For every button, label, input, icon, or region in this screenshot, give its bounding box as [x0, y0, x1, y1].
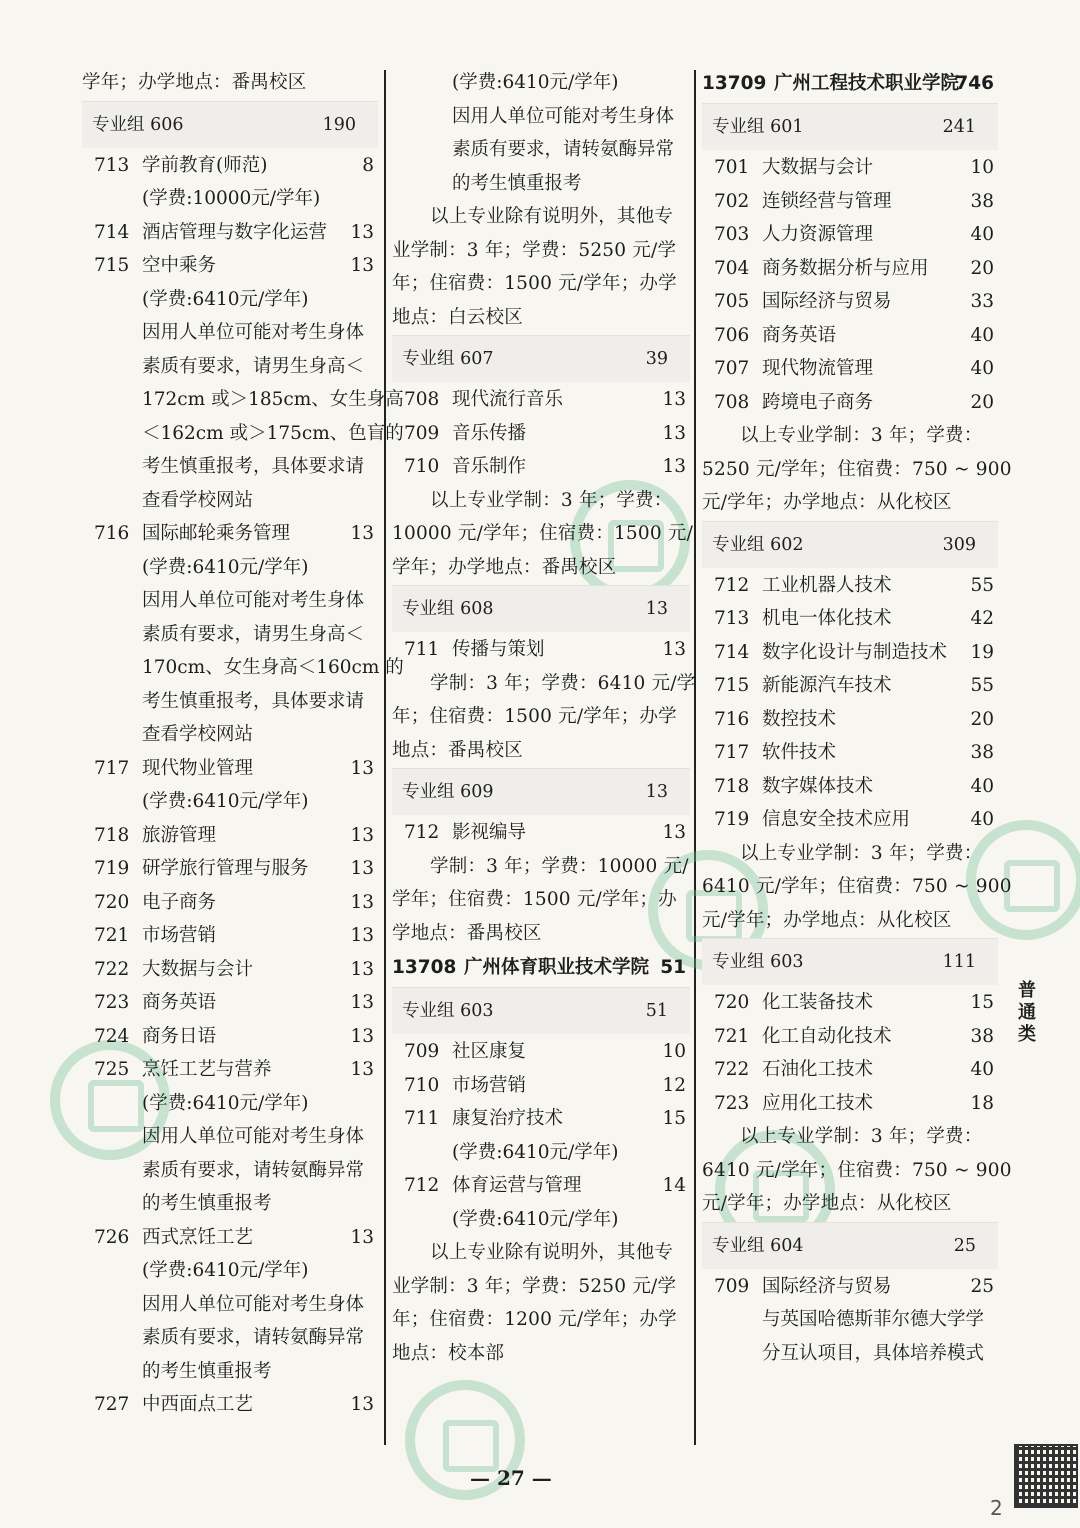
major-code: 720: [714, 992, 750, 1013]
major-code: 709: [404, 1041, 440, 1062]
major-name: 电子商务: [142, 891, 217, 913]
major-note: 素质有要求，请男生身高＜: [142, 355, 365, 377]
major-code: 717: [714, 742, 750, 763]
major-row: [702, 218, 998, 252]
paragraph-line: 以上专业除有说明外，其他专: [430, 206, 674, 227]
major-note: (学费:6410元/学年): [452, 1208, 619, 1230]
major-note: 考生慎重报考，具体要求请: [142, 456, 365, 477]
major-row: [82, 216, 378, 250]
major-quota: 13: [662, 456, 686, 477]
major-code: 717: [94, 757, 130, 779]
major-quota: 20: [970, 257, 994, 279]
major-row: [82, 752, 378, 786]
major-code: 724: [94, 1025, 130, 1047]
major-quota: 33: [970, 291, 994, 312]
paragraph-line: 元/学年；办学地点：从化校区: [702, 909, 952, 931]
major-quota: 13: [350, 1059, 374, 1080]
major-row: [392, 1069, 690, 1103]
major-quota: 55: [970, 574, 994, 596]
major-row: [82, 249, 378, 283]
major-note: 因用人单位可能对考生身体: [142, 590, 365, 611]
major-code: 719: [714, 809, 750, 830]
major-quota: 38: [970, 742, 994, 763]
major-row: [392, 1169, 690, 1203]
major-row: [702, 1087, 998, 1121]
group-header: [392, 768, 690, 815]
group-header: [392, 335, 690, 382]
paragraph-line: 业学制：3 年；学费：5250 元/学: [392, 239, 677, 261]
major-name: 康复治疗技术: [452, 1108, 564, 1129]
major-name: 数字化设计与制造技术: [762, 641, 948, 663]
major-quota: 38: [970, 1025, 994, 1047]
major-quota: 13: [350, 255, 374, 276]
major-quota: 40: [970, 324, 994, 346]
paragraph-line: 年；住宿费：1500 元/学年；办学: [392, 706, 677, 727]
major-row: [392, 417, 690, 451]
major-code: 720: [94, 891, 130, 913]
major-code: 708: [404, 389, 440, 410]
major-row: [82, 953, 378, 987]
group-name: 专业组 609: [402, 782, 494, 802]
major-name: 西式烹饪工艺: [142, 1226, 254, 1248]
major-note: 素质有要求，请转氨酶异常: [452, 139, 675, 160]
paragraph-line: 学地点：番禺校区: [392, 922, 542, 944]
major-name: 烹饪工艺与营养: [142, 1059, 272, 1080]
major-code: 719: [94, 858, 130, 879]
major-note: 查看学校网站: [142, 724, 254, 745]
major-code: 712: [404, 1175, 440, 1196]
major-quota: 18: [970, 1092, 994, 1114]
major-name: 连锁经营与管理: [762, 190, 892, 212]
major-row: [702, 569, 998, 603]
major-row: [702, 770, 998, 804]
major-quota: 15: [970, 992, 994, 1013]
paragraph-line: 年；住宿费：1200 元/学年；办学: [392, 1309, 677, 1330]
major-code: 712: [404, 822, 440, 843]
paragraph-line: 年；住宿费：1500 元/学年；办学: [392, 273, 677, 294]
major-name: 软件技术: [762, 742, 837, 763]
major-row: [702, 352, 998, 386]
major-name: 化工自动化技术: [762, 1025, 892, 1047]
group-header: [702, 1222, 998, 1269]
major-quota: 40: [970, 775, 994, 797]
major-quota: 13: [350, 958, 374, 980]
paragraph-line: 以上专业除有说明外，其他专: [430, 1242, 674, 1263]
major-quota: 19: [970, 641, 994, 663]
column-middle: [392, 66, 696, 1370]
major-code: 718: [94, 824, 130, 846]
major-note: 分互认项目，具体培养模式: [762, 1342, 985, 1364]
paragraph-line: 地点：校本部: [392, 1342, 505, 1364]
major-row: [702, 669, 998, 703]
major-row: [702, 636, 998, 670]
major-code: 714: [714, 641, 750, 663]
paragraph-line: 5250 元/学年；住宿费：750 ~ 900: [702, 458, 1012, 480]
major-name: 数控技术: [762, 708, 837, 730]
column-divider: [694, 70, 696, 1445]
major-code: 716: [714, 708, 750, 730]
major-quota: 13: [350, 1226, 374, 1248]
major-quota: 13: [350, 925, 374, 946]
major-code: 721: [714, 1025, 750, 1047]
major-quota: 20: [970, 391, 994, 413]
side-category-label: 普通类: [1018, 980, 1036, 1045]
major-name: 信息安全技术应用: [762, 809, 911, 830]
column-divider: [384, 70, 386, 1445]
major-name: 商务日语: [142, 1025, 217, 1047]
major-row: [702, 252, 998, 286]
major-quota: 13: [350, 858, 374, 879]
major-quota: 10: [970, 157, 994, 178]
group-count: 309: [942, 534, 976, 555]
major-code: 723: [94, 992, 130, 1013]
group-count: 51: [645, 1001, 668, 1021]
major-quota: 13: [350, 221, 374, 243]
institution-code: 13709: [702, 73, 767, 94]
major-name: 机电一体化技术: [762, 608, 892, 629]
major-row: [82, 1388, 378, 1422]
major-name: 应用化工技术: [762, 1092, 874, 1114]
major-code: 705: [714, 291, 750, 312]
major-row: [392, 383, 690, 417]
major-row: [392, 450, 690, 484]
major-note: 素质有要求，请转氨酶异常: [142, 1327, 365, 1348]
major-name: 市场营销: [142, 925, 217, 946]
major-code: 701: [714, 157, 750, 178]
major-name: 传播与策划: [452, 639, 545, 660]
major-name: 旅游管理: [142, 824, 217, 846]
major-quota: 10: [662, 1041, 686, 1062]
group-count: 13: [645, 782, 668, 802]
group-count: 190: [322, 114, 356, 135]
major-row: [392, 1035, 690, 1069]
major-quota: 13: [350, 1394, 374, 1415]
qr-code-icon: [1014, 1444, 1078, 1508]
major-quota: 8: [362, 154, 374, 176]
major-note: 与英国哈德斯菲尔德大学学: [762, 1309, 985, 1330]
paragraph-line: 学制：3 年；学费：10000 元/: [430, 855, 689, 877]
major-code: 722: [714, 1059, 750, 1080]
major-name: 商务数据分析与应用: [762, 257, 929, 279]
major-name: 石油化工技术: [762, 1059, 874, 1080]
group-name: 专业组 607: [402, 349, 494, 369]
group-name: 专业组 606: [92, 114, 184, 135]
major-row: [82, 517, 378, 551]
paragraph-line: 以上专业学制：3 年；学费：: [740, 842, 983, 864]
major-note: 的考生慎重报考: [452, 172, 582, 194]
paragraph-line: 以上专业学制：3 年；学费：: [740, 1126, 983, 1147]
major-code: 727: [94, 1394, 130, 1415]
major-code: 715: [94, 255, 130, 276]
paragraph-line: 学年；住宿费：1500 元/学年；办: [392, 889, 677, 910]
major-code: 706: [714, 324, 750, 346]
major-row: [82, 149, 378, 183]
major-row: [702, 803, 998, 837]
major-note: (学费:6410元/学年): [142, 556, 309, 578]
major-name: 市场营销: [452, 1074, 527, 1096]
major-note: (学费:6410元/学年): [142, 791, 309, 812]
paragraph-line: 学制：3 年；学费：6410 元/学: [430, 672, 696, 694]
major-name: 音乐制作: [452, 456, 527, 477]
major-quota: 40: [970, 809, 994, 830]
group-count: 39: [645, 349, 668, 369]
major-note: 素质有要求，请男生身高＜: [142, 623, 365, 645]
major-code: 715: [714, 675, 750, 696]
major-note: 因用人单位可能对考生身体: [142, 1126, 365, 1147]
major-code: 725: [94, 1059, 130, 1080]
major-quota: 13: [662, 822, 686, 843]
major-quota: 20: [970, 708, 994, 730]
major-quota: 13: [350, 1025, 374, 1047]
paragraph-line: 以上专业学制：3 年；学费：: [740, 425, 983, 446]
institution-code: 13708: [392, 957, 457, 978]
major-code: 711: [404, 639, 440, 660]
major-name: 社区康复: [452, 1041, 527, 1062]
major-note: (学费:6410元/学年): [142, 1260, 309, 1281]
major-note: 考生慎重报考，具体要求请: [142, 690, 365, 712]
major-quota: 13: [350, 757, 374, 779]
major-code: 714: [94, 221, 130, 243]
corner-page-mark: 2: [990, 1496, 1003, 1520]
major-note: 因用人单位可能对考生身体: [142, 322, 365, 343]
major-code: 723: [714, 1092, 750, 1114]
paragraph-line: 元/学年；办学地点：从化校区: [702, 492, 952, 513]
major-row: [702, 986, 998, 1020]
major-code: 718: [714, 775, 750, 797]
institution-header: [392, 950, 690, 986]
major-row: [702, 386, 998, 420]
group-name: 专业组 603: [402, 1001, 494, 1021]
major-row: [702, 319, 998, 353]
major-note: (学费:6410元/学年): [142, 1092, 309, 1114]
major-code: 710: [404, 1074, 440, 1096]
major-quota: 13: [350, 992, 374, 1013]
major-code: 703: [714, 224, 750, 245]
major-quota: 12: [662, 1074, 686, 1096]
major-code: 709: [404, 422, 440, 444]
major-note: ＜162cm 或＞175cm、色盲的: [142, 422, 404, 444]
major-row: [82, 819, 378, 853]
major-code: 713: [714, 608, 750, 629]
major-note: 查看学校网站: [142, 489, 254, 511]
major-name: 音乐传播: [452, 422, 527, 444]
major-name: 研学旅行管理与服务: [142, 858, 309, 879]
major-row: [702, 151, 998, 185]
paragraph-line: 元/学年；办学地点：从化校区: [702, 1193, 952, 1214]
major-row: [82, 986, 378, 1020]
major-note: (学费:6410元/学年): [452, 72, 619, 93]
page-number: — 27 —: [470, 1466, 552, 1490]
major-code: 721: [94, 925, 130, 946]
group-name: 专业组 604: [712, 1235, 804, 1256]
major-code: 704: [714, 257, 750, 279]
major-note: 的考生慎重报考: [142, 1193, 272, 1214]
major-row: [702, 1053, 998, 1087]
institution-header: [702, 66, 998, 102]
group-header: [82, 101, 378, 148]
institution-quota: 746: [955, 73, 994, 94]
major-row: [702, 185, 998, 219]
major-name: 体育运营与管理: [452, 1175, 582, 1196]
major-name: 新能源汽车技术: [762, 675, 892, 696]
major-name: 工业机器人技术: [762, 574, 892, 596]
major-quota: 13: [662, 639, 686, 660]
group-name: 专业组 608: [402, 599, 494, 619]
major-code: 710: [404, 456, 440, 477]
major-note: 素质有要求，请转氨酶异常: [142, 1159, 365, 1181]
group-header: [702, 521, 998, 568]
major-name: 商务英语: [762, 324, 837, 346]
group-name: 专业组 603: [712, 952, 804, 972]
text-line: 学年；办学地点：番禺校区: [82, 72, 307, 93]
major-name: 国际邮轮乘务管理: [142, 523, 291, 544]
major-code: 712: [714, 574, 750, 596]
group-count: 25: [953, 1235, 976, 1256]
paragraph-line: 地点：白云校区: [392, 306, 523, 328]
paragraph-line: 地点：番禺校区: [392, 739, 523, 761]
major-quota: 40: [970, 358, 994, 379]
major-quota: 13: [662, 389, 686, 410]
major-note: (学费:6410元/学年): [142, 288, 309, 310]
major-note: 因用人单位可能对考生身体: [142, 1293, 365, 1315]
major-name: 学前教育(师范): [142, 154, 268, 176]
group-header: [702, 103, 998, 150]
major-row: [702, 1270, 998, 1304]
major-name: 酒店管理与数字化运营: [142, 221, 328, 243]
major-row: [392, 816, 690, 850]
major-name: 中西面点工艺: [142, 1394, 254, 1415]
major-row: [82, 1221, 378, 1255]
group-name: 专业组 601: [712, 117, 804, 137]
paragraph-line: 10000 元/学年；住宿费：1500 元/: [392, 523, 694, 544]
group-count: 241: [942, 117, 976, 137]
major-row: [82, 1053, 378, 1087]
major-quota: 13: [350, 891, 374, 913]
major-quota: 42: [970, 608, 994, 629]
major-name: 大数据与会计: [762, 157, 874, 178]
major-name: 数字媒体技术: [762, 775, 874, 797]
major-row: [392, 633, 690, 667]
major-name: 国际经济与贸易: [762, 291, 892, 312]
major-quota: 38: [970, 190, 994, 212]
major-name: 影视编导: [452, 822, 527, 843]
major-name: 空中乘务: [142, 255, 217, 276]
major-row: [702, 736, 998, 770]
column-left: [82, 66, 404, 1422]
major-quota: 25: [970, 1275, 994, 1297]
column-right: [702, 66, 1012, 1370]
major-quota: 14: [662, 1175, 686, 1196]
major-note: 因用人单位可能对考生身体: [452, 105, 675, 127]
major-row: [702, 285, 998, 319]
major-name: 现代物业管理: [142, 757, 254, 779]
major-note: 170cm、女生身高＜160cm 的: [142, 657, 404, 678]
major-name: 商务英语: [142, 992, 217, 1013]
major-row: [82, 852, 378, 886]
major-quota: 40: [970, 224, 994, 245]
major-code: 707: [714, 358, 750, 379]
major-note: 的考生慎重报考: [142, 1360, 272, 1382]
major-quota: 15: [662, 1108, 686, 1129]
major-code: 713: [94, 154, 130, 176]
institution-name: 广州体育职业技术学院: [464, 957, 650, 978]
major-code: 722: [94, 958, 130, 980]
major-quota: 13: [350, 824, 374, 846]
major-code: 702: [714, 190, 750, 212]
major-note: 172cm 或＞185cm、女生身高: [142, 389, 404, 410]
major-quota: 40: [970, 1059, 994, 1080]
major-note: (学费:10000元/学年): [142, 188, 321, 209]
major-code: 716: [94, 523, 130, 544]
major-quota: 13: [350, 523, 374, 544]
major-name: 现代物流管理: [762, 358, 874, 379]
group-count: 13: [645, 599, 668, 619]
major-name: 跨境电子商务: [762, 391, 874, 413]
major-code: 708: [714, 391, 750, 413]
paragraph-line: 以上专业学制：3 年；学费：: [430, 489, 673, 511]
major-row: [392, 1102, 690, 1136]
group-header: [702, 938, 998, 985]
major-row: [82, 1020, 378, 1054]
major-name: 国际经济与贸易: [762, 1275, 892, 1297]
group-name: 专业组 602: [712, 534, 804, 555]
group-header: [392, 585, 690, 632]
institution-name: 广州工程技术职业学院: [774, 73, 960, 94]
major-quota: 13: [662, 422, 686, 444]
paragraph-line: 6410 元/学年；住宿费：750 ~ 900: [702, 1159, 1012, 1181]
major-code: 709: [714, 1275, 750, 1297]
institution-quota: 51: [660, 957, 686, 978]
paragraph-line: 业学制：3 年；学费：5250 元/学: [392, 1275, 677, 1297]
major-row: [702, 703, 998, 737]
major-row: [702, 602, 998, 636]
group-count: 111: [942, 952, 976, 972]
major-row: [702, 1020, 998, 1054]
major-name: 化工装备技术: [762, 992, 874, 1013]
major-name: 现代流行音乐: [452, 389, 564, 410]
major-row: [82, 919, 378, 953]
group-header: [392, 987, 690, 1034]
major-row: [82, 886, 378, 920]
major-note: (学费:6410元/学年): [452, 1141, 619, 1163]
paragraph-line: 学年；办学地点：番禺校区: [392, 556, 617, 578]
major-quota: 55: [970, 675, 994, 696]
paragraph-line: 6410 元/学年；住宿费：750 ~ 900: [702, 876, 1012, 897]
major-name: 人力资源管理: [762, 224, 874, 245]
major-name: 大数据与会计: [142, 958, 254, 980]
major-code: 711: [404, 1108, 440, 1129]
major-code: 726: [94, 1226, 130, 1248]
